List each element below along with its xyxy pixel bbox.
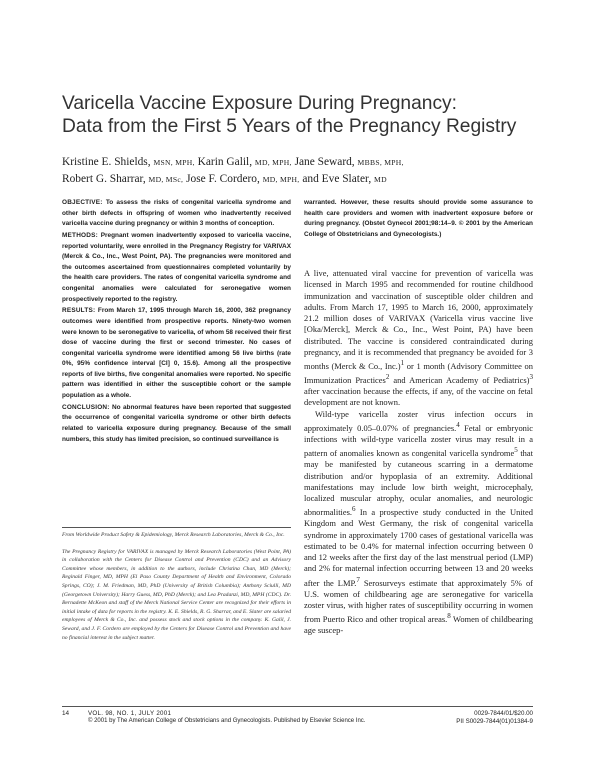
body-text-run: or 1 month (Advisory Committee on Immunization Practices (304, 360, 533, 385)
affiliation-note: From Worldwide Product Safety & Epidemiology, Merck Research Laboratories, Merck & Co., Inc. (62, 532, 285, 538)
journal-issue: VOL. 98, NO. 1, JULY 2001 (88, 710, 172, 717)
body-text (304, 268, 533, 636)
results-text: From March 17, 1995 through March 16, 2000, 362 pregnancy outcomes were identified from prospective reports. Ninety-two women were known to be seronegative to varicella, of whom 58 received their first dose of vaccine during the first or second trimester. No cases of congenital varicella syndrome were identified among 56 live births (rate 0%, 95% confidence interval [CI] 0, 15.6). Among all the prospective reports of live births, five congenital anomalies were reported. No specific pattern was identified in either the susceptible cohort or the sample population as a whole. (62, 307, 291, 400)
author-name: Jose F. Cordero, (186, 173, 260, 185)
objective-heading: OBJECTIVE: (62, 199, 103, 206)
author-degree: MD, MSc, (148, 175, 184, 184)
issn: 0029-7844/01/$20.00 (474, 710, 533, 717)
citation: 8 (447, 612, 451, 621)
citation: 6 (352, 505, 356, 514)
author-list (62, 154, 542, 188)
article-title (62, 92, 552, 138)
author-degree: MD, MPH, (262, 175, 300, 184)
citation: 2 (385, 373, 390, 382)
conclusion-text: No abnormal features have been reported that suggested the occurrence of congenital varicella syndrome or other birth defects related to varicella exposure during pregnancy. Because of the small numbers, this study has limited precision, so continued surveillance is (62, 403, 291, 443)
citation: 7 (356, 575, 360, 584)
abstract-results (62, 306, 291, 401)
body-text-run: that may be manifested by cutaneous scarring in a dermatome distribution and/or hypoplasia of an extremity. Additional manifestations may include low birth weight, microcephaly, localized muscular atrophy, ocular anomalies, and neurologic abnormalities. (304, 448, 533, 518)
author-name: Jane Seward, (294, 156, 355, 168)
methods-text: Pregnant women inadvertently exposed to varicella vaccine, reported voluntarily, were enrolled in the Pregnancy Registry for VARIVAX (Merck & Co., Inc., West Point, PA). The pregnancies were monitored and the outcomes ascertained from questionnaires completed voluntarily by the health care providers. The rates of congenital varicella syndrome and congenital anomalies were calculated for seronegative women prospectively reported to the registry. (62, 231, 291, 303)
conclusion-heading: CONCLUSION: (62, 403, 110, 411)
body-text-run: Serosurveys estimate that approximately 5% of U.S. women of childbearing age are seronegative for varicella zoster virus, with higher rates of susceptibility occurring in women from Puerto Rico and other tropical areas. (304, 577, 533, 624)
body-paragraph (304, 409, 533, 637)
acknowledgment-note: The Pregnancy Registry for VARIVAX is managed by Merck Research Laboratories (West Point, PA) in collaboration with the Centers for Disease Control and Prevention (CDC) and an Advisory Committee whose members, in addition to the authors, include Christina Chan, MD (Merck); Reginald Finger, MD, MPH (El Paso County Department of Health and Environment, Colorado Springs, CO); J. M. Friedman, MD, PhD (University of British Columbia); Anthony Sciulli, MD (Georgetown University); Harry Guess, MD, PhD (Merck); and Lea Pradanzi, MD, MPH (CDC). Dr. Bernadette McKeon and staff of the Merck National Service Center are recognized for their efforts in initial intake of data for reports in the registry. K. E. Shields, R. G. Sharrar, and E. Slater are salaried employees of Merck & Co., Inc. and possess stock and stock options in the company. K. Galil, J. Seward, and J. F. Cordero are employed by the Centers for Disease Control and Prevention and have no financial interest in the subject matter. (62, 548, 291, 641)
citation: 4 (456, 420, 460, 429)
body-text-run: A live, attenuated viral vaccine for prevention of varicella was licensed in March 1995 and recommended for routine childhood immunization and vaccination of susceptible older children and adults. From March 17, 1995 to March 16, 2000, approximately 21.2 million doses of VARIVAX (Varicella virus vaccine live [Oka/Merck], Merck & Co., Inc., West Point, PA) have been distributed. The vaccine is considered contraindicated during pregnancy, and it is recommended that pregnancy be avoided for 3 months (Merck & Co., Inc.) (304, 268, 533, 371)
methods-heading: METHODS: (62, 231, 98, 239)
body-paragraph (304, 268, 533, 409)
author-degree: MSN, MPH, (153, 158, 195, 167)
author-name: and Eve Slater, (302, 173, 372, 185)
footer-divider (62, 706, 533, 707)
citation: 3 (529, 373, 533, 382)
footnote-divider (62, 527, 291, 528)
author-degree: MD (374, 175, 387, 184)
copyright-line: © 2001 by The American College of Obstetricians and Gynecologists. Published by Elsevier Science Inc. (88, 718, 366, 724)
page-number: 14 (62, 710, 70, 717)
abstract-continued-text: warranted. However, these results should provide some assurance to health care providers and women with inadvertent exposure before or during pregnancy. (Obstet Gynecol 2001;98:14–9. © 2001 by the American College of Obstetricians and Gynecologists.) (304, 199, 533, 238)
citation: 1 (400, 359, 405, 367)
pii: PII S0029-7844(01)01384-9 (456, 718, 533, 725)
title-line-1: Varicella Vaccine Exposure During Pregnancy: (62, 93, 457, 114)
body-text-run: and American Academy of Pediatrics) (389, 374, 530, 385)
body-text-run: Fetal or embryonic infections with wild-type varicella zoster virus may result in a pattern of anomalies known as congenital varicella syndrome (304, 422, 533, 458)
abstract-objective (62, 198, 291, 230)
body-text-run: In a prospective study conducted in the United Kingdom and West Germany, the risk of congenital varicella syndrome in approximately 1700 cases of gestational varicella was estimated to be 0.4% for maternal infection occurring between 0 and 12 weeks after the first day of the last menstrual period (LMP) and 2% for maternal infection occurring between 13 and 20 weeks after the LMP. (304, 507, 533, 588)
author-degree: MD, MPH, (254, 158, 292, 167)
title-line-2: Data from the First 5 Years of the Pregnancy Registry (62, 116, 517, 137)
author-name: Karin Galil, (197, 156, 253, 168)
body-text-run: after vaccination because the effects, if any, of the vaccine on fetal development are not known. (304, 386, 533, 408)
results-heading: RESULTS: (62, 307, 96, 315)
body-text-run: Wild-type varicella zoster virus infection occurs in approximately 0.05–0.07% of pregnancies. (304, 408, 533, 433)
abstract-continuation (304, 198, 533, 240)
footnotes (62, 531, 291, 650)
abstract-conclusion (62, 403, 291, 445)
author-degree: MBBS, MPH, (357, 158, 404, 167)
citation: 5 (514, 446, 518, 455)
author-name: Kristine E. Shields, (62, 156, 151, 168)
objective-text: To assess the risks of congenital varicella syndrome and other birth defects in offspring of women who inadvertently received varicella vaccine during pregnancy or within 3 months of conception. (62, 199, 291, 228)
author-name: Robert G. Sharrar, (62, 173, 146, 185)
abstract (62, 198, 291, 446)
abstract-methods (62, 231, 291, 305)
body-text-run: Women of childbearing age suscep- (304, 613, 533, 636)
